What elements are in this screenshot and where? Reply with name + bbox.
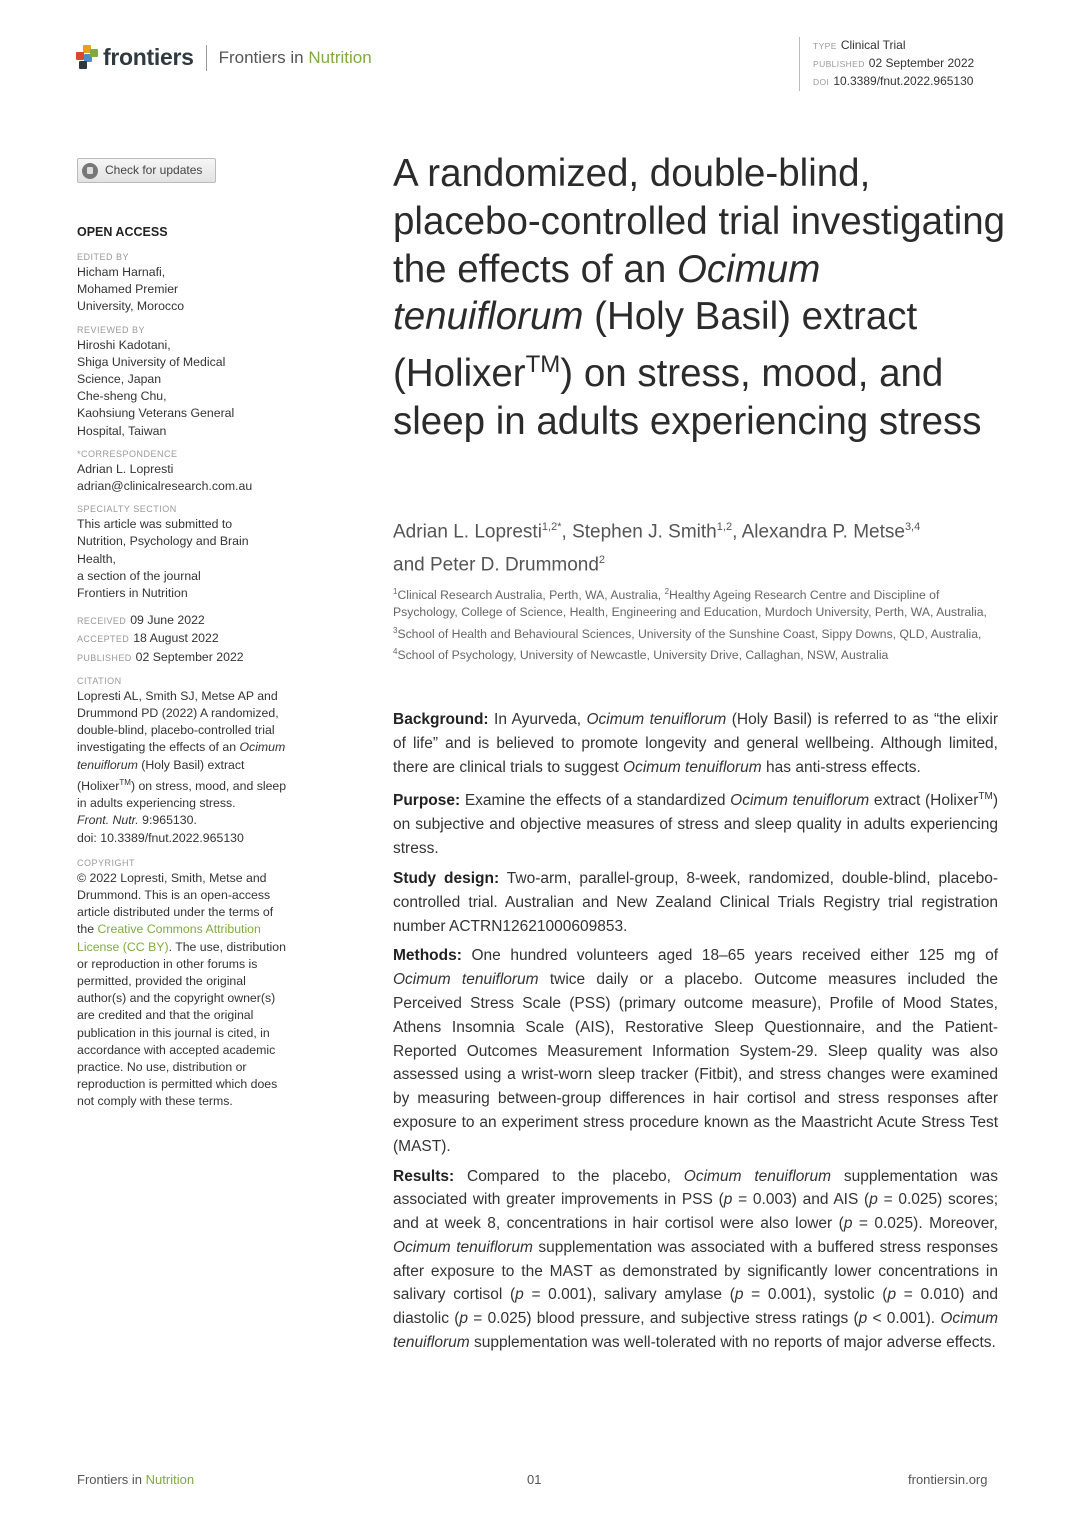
reviewer-list: Hiroshi Kadotani, Shiga University of Medical Science, Japan Che-sheng Chu, Kaohsiung Veterans General Hospital, Taiwan xyxy=(77,337,235,438)
author-name[interactable]: Alexandra P. Metse xyxy=(741,521,905,543)
author-name[interactable]: and Peter D. Drummond xyxy=(393,554,599,576)
article-dates xyxy=(77,612,317,667)
citation-label: CITATION xyxy=(77,675,122,686)
date-received: RECEIVED 09 June 2022 xyxy=(77,613,205,628)
copyright-text: © 2022 Lopresti, Smith, Metse and Drummond. This is an open-access article distributed under the terms of the Creative Commons Attribution License (CC BY). The use, distribution or reproduction in other forums is permitted, provided the original author(s) and the copyright owner(s) are credited and that the original publication in this journal is cited, in accordance with accepted academic practice. No use, distribution or reproduction is permitted which does not comply with these terms. xyxy=(77,870,286,1109)
meta-published: PUBLISHED 02 September 2022 xyxy=(813,56,975,70)
article-meta xyxy=(799,37,974,91)
date-accepted: ACCEPTED 18 August 2022 xyxy=(77,631,219,646)
editor-list: Hicham Harnafi, Mohamed Premier University, Morocco xyxy=(77,265,185,314)
author-name[interactable]: Stephen J. Smith xyxy=(572,521,717,543)
frontiers-logo[interactable] xyxy=(76,44,372,71)
journal-name[interactable]: Frontiers in Nutrition xyxy=(218,47,372,67)
abstract-study-design: Study design: Two-arm, parallel-group, 8-week, randomized, double-blind, placebo-controlled trial. Australian and New Zealand Clinical Trials Registry trial registration number ACTRN12621000609853. xyxy=(393,869,998,935)
correspondence-info: Adrian L. Lopresti adrian@clinicalresearch.com.au xyxy=(77,461,317,495)
author-name[interactable]: Adrian L. Lopresti xyxy=(393,521,542,543)
citation-text: Lopresti AL, Smith SJ, Metse AP and Drummond PD (2022) A randomized, double-blind, placebo-controlled trial investigating the effects of an Ocimum tenuiflorum (Holy Basil) extract (Holixer™) on stress, mood, and sleep in adults experiencing stress. Front. Nutr. 9:965130. doi: 10.3389/fnut.2022.965130 xyxy=(77,688,287,845)
meta-type: TYPE Clinical Trial xyxy=(813,38,906,52)
brand-name: frontiers xyxy=(103,44,194,70)
article-sidebar xyxy=(77,158,317,1111)
date-published: PUBLISHED 02 September 2022 xyxy=(77,649,244,664)
meta-doi: DOI 10.3389/fnut.2022.965130 xyxy=(813,74,974,88)
frontiers-logo-icon xyxy=(76,45,98,71)
footer-site-link[interactable]: frontiersin.org xyxy=(908,1472,988,1487)
logo-divider xyxy=(206,45,207,71)
abstract-background: Background: In Ayurveda, Ocimum tenuiflorum (Holy Basil) is referred to as “the elixir of life” and is believed to promote longevity and general wellbeing. Although limited, there are clinical trials to suggest Ocimum tenuiflorum has anti-stress effects. xyxy=(393,711,998,776)
abstract-purpose: Purpose: Examine the effects of a standardized Ocimum tenuiflorum extract (Holixer™) on subjective and objective measures of stress and sleep quality in adults experiencing stress. xyxy=(393,791,998,858)
copyright-label: COPYRIGHT xyxy=(77,857,136,868)
abstract xyxy=(393,708,998,1361)
reviewed-by-label: REVIEWED BY xyxy=(77,324,146,335)
affiliations: $^1$Clinical Research Australia, Perth, WA, Australia, $^2$Healthy Ageing Research Centre and Discipline of Psychology, College of Science, Health, Engineering and Education, Murdoch University, Perth, WA, Australia, $^3$School of Health and Behavioural Sciences, University of the Sunshine Coast, Sippy Downs, QLD, Australia, $^4$School of Psychology, University of Newcastle, University Drive, Callaghan, NSW, Australia xyxy=(393,587,987,663)
abstract-methods: Methods: One hundred volunteers aged 18–65 years received either 125 mg of Ocimum tenuiflorum twice daily or a placebo. Outcome measures included the Perceived Stress Scale (PSS) (primary outcome measure), Profile of Mood States, Athens Insomnia Scale (AIS), Restorative Sleep Questionnaire, and the Patient-Reported Outcomes Measurement Information System-29. Sleep quality was also assessed using a wrist-worn sleep tracker (Fitbit), and stress changes were examined by measuring between-group differences in hair cortisol and stress responses after exposure to an experiment stress procedure known as the Maastricht Acute Stress Test (MAST). xyxy=(393,947,998,1155)
correspondence-label: *CORRESPONDENCE xyxy=(77,448,178,459)
open-access-label: OPEN ACCESS xyxy=(77,224,168,239)
footer-journal[interactable]: Frontiers in Nutrition xyxy=(77,1472,195,1487)
edited-by-label: EDITED BY xyxy=(77,252,130,262)
cc-license-link-cont[interactable]: License (CC BY) xyxy=(77,939,169,954)
specialty-section-label: SPECIALTY SECTION xyxy=(77,504,177,515)
article-title: A randomized, double-blind, placebo-controlled trial investigating the effects of an Ocimum tenuiflorum (Holy Basil) extract (Holixer™) on stress, mood, and sleep in adults experiencing stress xyxy=(393,152,1006,443)
check-updates-button[interactable]: Check for updates xyxy=(77,158,216,183)
cc-license-link[interactable]: Creative Commons Attribution xyxy=(97,922,261,937)
bookmark-icon xyxy=(82,163,98,179)
abstract-results: Results: Compared to the placebo, Ocimum tenuiflorum supplementation was associated with greater improvements in PSS (p = 0.003) and AIS (p = 0.025) scores; and at week 8, concentrations in hair cortisol were also lower (p = 0.025). Moreover, Ocimum tenuiflorum supplementation was associated with a buffered stress responses after exposure to the MAST as demonstrated by significantly lower concentrations in salivary cortisol (p = 0.001), salivary amylase (p = 0.001), systolic (p = 0.010) and diastolic (p = 0.025) blood pressure, and subjective stress ratings (p < 0.001). Ocimum tenuiflorum supplementation was well-tolerated with no reports of major adverse effects. xyxy=(393,1167,999,1352)
page-number: 01 xyxy=(527,1472,542,1487)
author-list: Adrian L. Lopresti$^{1,2*}$, Stephen J. Smith$^{1,2}$, Alexandra P. Metse$^{3,4}$ and Peter D. Drummond$^2$ xyxy=(393,521,921,576)
correspondence-email[interactable]: adrian@clinicalresearch.com.au xyxy=(77,479,253,494)
specialty-section: This article was submitted to Nutrition, Psychology and Brain Health, a section of the journal Frontiers in Nutrition xyxy=(77,517,249,601)
